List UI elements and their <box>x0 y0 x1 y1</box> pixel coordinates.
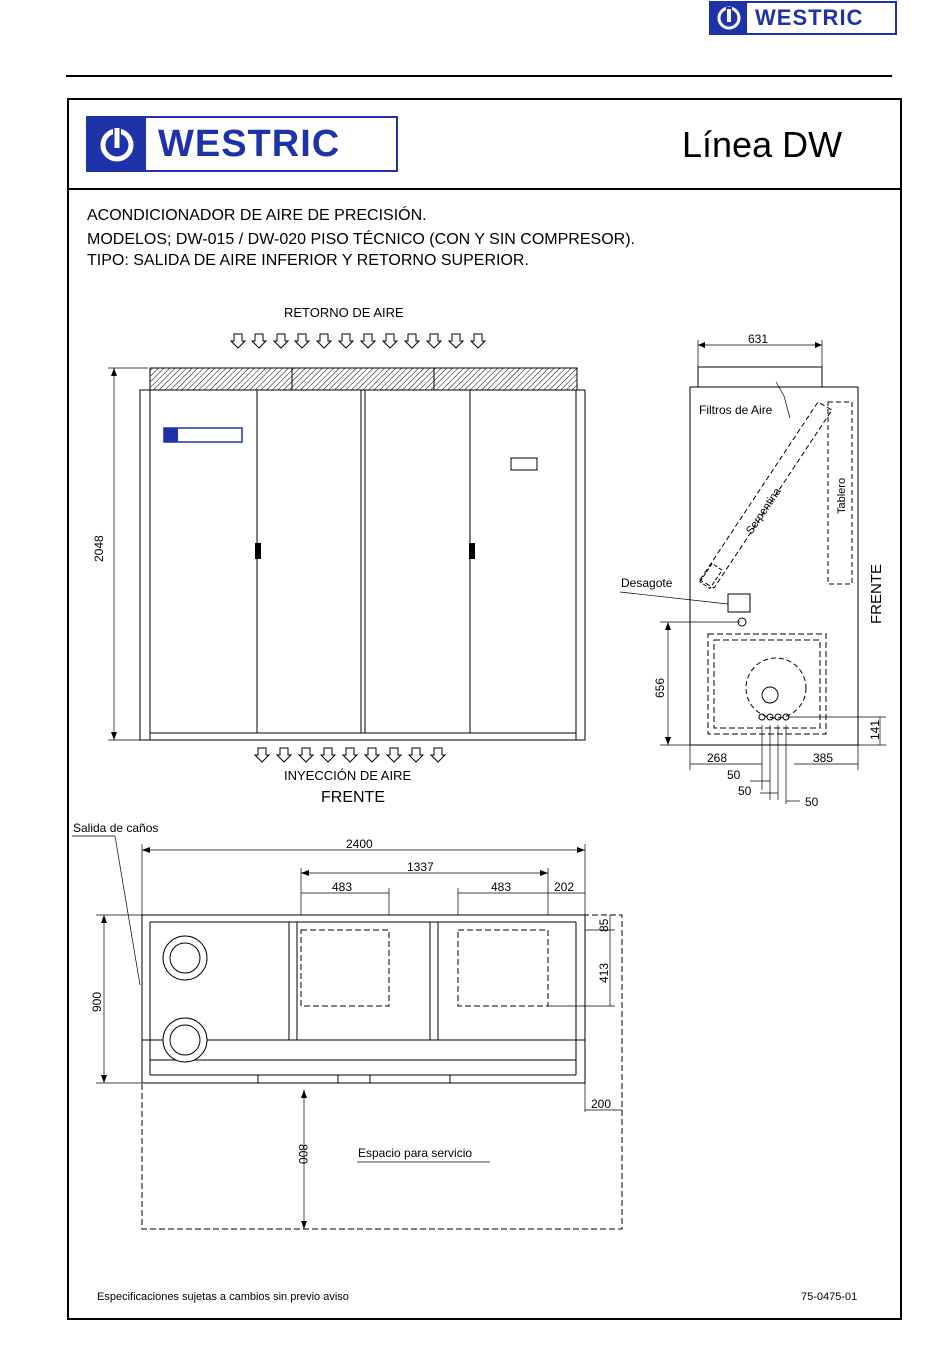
top-filter-hatch <box>150 368 577 390</box>
injection-air-arrows <box>255 748 445 762</box>
return-air-label: RETORNO DE AIRE <box>284 305 404 320</box>
dim-800: 800 <box>296 1144 310 1165</box>
door-handle <box>469 543 475 559</box>
dim-202: 202 <box>554 880 575 894</box>
panel-label: Tablero <box>836 477 848 514</box>
description-line-3: TIPO: SALIDA DE AIRE INFERIOR Y RETORNO SUPERIOR. <box>87 252 529 269</box>
dim-385: 385 <box>813 751 834 765</box>
title-logo-text: WESTRIC <box>158 122 341 165</box>
description-line-1: ACONDICIONADOR DE AIRE DE PRECISIÓN. <box>87 207 427 224</box>
dim-656: 656 <box>653 677 667 698</box>
dim-2400: 2400 <box>346 837 373 851</box>
dim-50-a: 50 <box>727 768 741 782</box>
dim-413: 413 <box>597 962 611 983</box>
footer-doc-code: 75-0475-01 <box>801 1291 858 1303</box>
dim-50-c: 50 <box>805 795 819 809</box>
description-line-2: MODELOS; DW-015 / DW-020 PISO TÉCNICO (CON Y SIN COMPRESOR). <box>87 231 635 248</box>
dim-268: 268 <box>707 751 728 765</box>
service-space-label: Espacio para servicio <box>358 1146 473 1160</box>
dim-900: 900 <box>90 991 104 1012</box>
drain-label: Desagote <box>621 576 673 590</box>
control-display <box>511 458 537 470</box>
height-dimension: 2048 <box>92 535 106 562</box>
dim-85: 85 <box>597 918 611 932</box>
product-line-title: Línea DW <box>682 124 843 165</box>
dim-50-b: 50 <box>738 784 752 798</box>
dim-200: 200 <box>591 1097 612 1111</box>
dim-483-right: 483 <box>491 880 512 894</box>
dim-141: 141 <box>868 719 882 740</box>
plan-view-drawing <box>72 836 622 1229</box>
header-logo-text: WESTRIC <box>755 5 864 30</box>
footer-disclaimer: Especificaciones sujetas a cambios sin previo aviso <box>97 1291 349 1303</box>
side-width-dimension: 631 <box>748 332 769 346</box>
injection-air-label: INYECCIÓN DE AIRE <box>284 768 412 783</box>
door-handle <box>255 543 261 559</box>
side-front-label: FRENTE <box>868 564 885 624</box>
coil-label: Serpentina <box>744 485 784 537</box>
front-label: FRENTE <box>321 789 385 806</box>
dim-1337: 1337 <box>407 860 434 874</box>
return-air-arrows <box>231 334 485 348</box>
dim-483-left: 483 <box>332 880 353 894</box>
pipe-outlet-label: Salida de caños <box>73 821 159 835</box>
air-filters-label: Filtros de Aire <box>699 403 773 417</box>
